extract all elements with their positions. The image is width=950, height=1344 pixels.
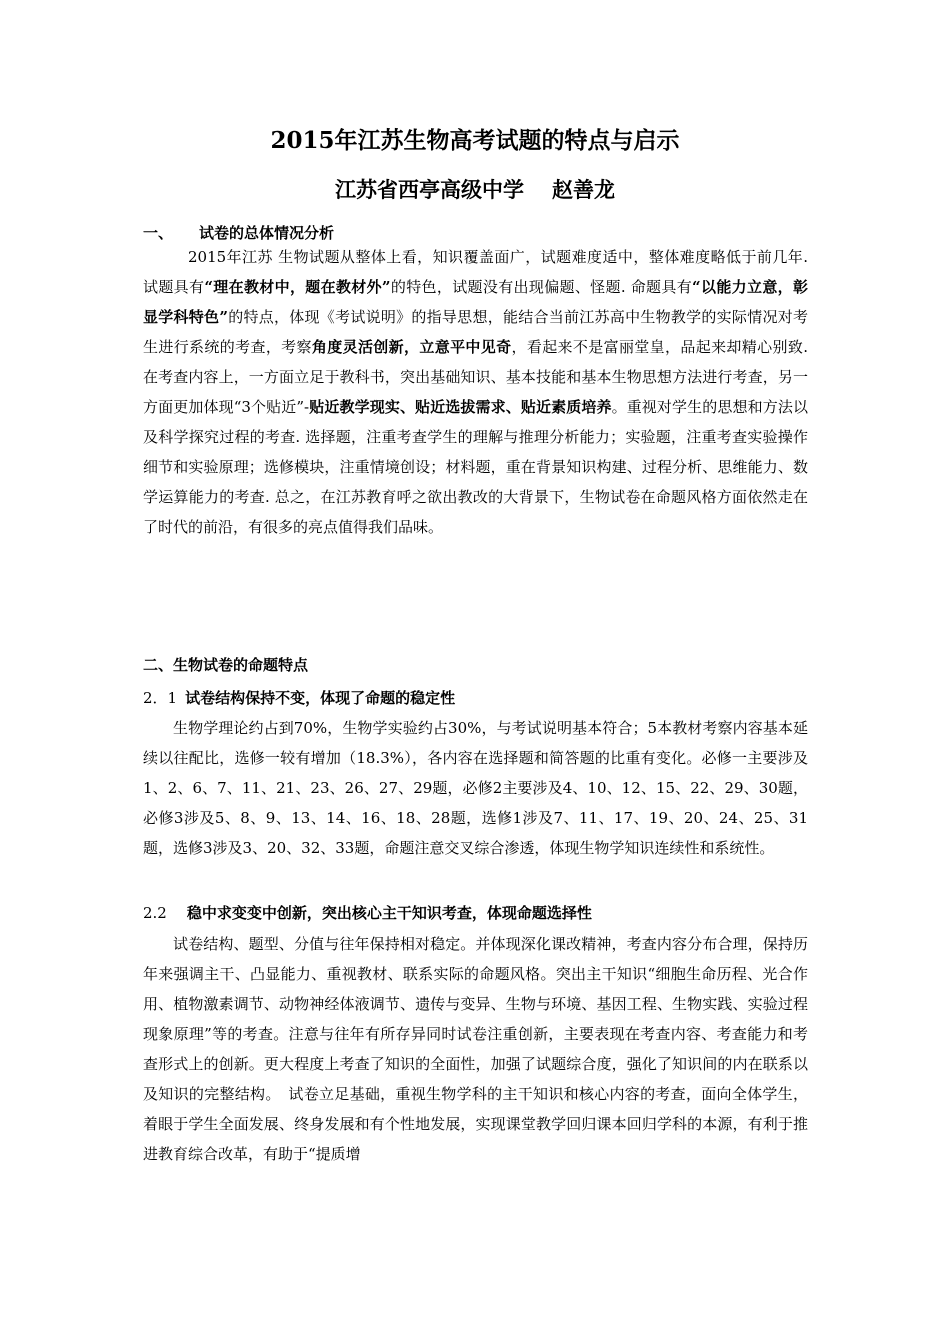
section-1-number: 一、 xyxy=(143,224,174,242)
para-emphasis: “以能力立意，彰显学科特色” xyxy=(143,278,808,326)
subsection-2-1-number: 2．1 xyxy=(143,689,178,707)
subsection-2-2-title: 稳中求变变中创新，突出核心主干知识考查，体现命题选择性 xyxy=(186,904,592,922)
subsection-2-1-title: 试卷结构保持不变，体现了命题的稳定性 xyxy=(185,689,456,707)
section-1-paragraph xyxy=(143,242,808,542)
subsection-2-1-paragraph: 生物学理论约占到70%，生物学实验约占30%，与考试说明基本符合；5本教材考察内容基本延续以往配比，选修一较有增加（18.3%），各内容在选择题和简答题的比重有变化。必修一主要涉及1、2、6、7、11、21、23、26、27、29题，必修2主要涉及4、10、12、15、22、29、30题，必修3涉及5、8、9、13、14、16、18、28题，选修1涉及7、11、17、19、20、24、25、31题，选修3涉及3、20、32、33题，命题注意交叉综合渗透，体现生物学知识连续性和系统性。 xyxy=(143,719,808,857)
section-1-title: 试卷的总体情况分析 xyxy=(199,224,335,242)
para-text: ，看起来不是富丽堂皇，品起来却精心别致. 在考查内容上，一方面立足于教科书，突出基础知识、基本技能和基本生物思想方法进行考查，另一方面更加体现“3个贴近”- xyxy=(143,338,808,416)
author-line xyxy=(0,174,950,204)
subsection-2-2-number: 2.2 xyxy=(143,904,167,922)
para-emphasis: 贴近教学现实、贴近选拔需求、贴近素质培养 xyxy=(309,398,612,416)
subsection-2-2-heading xyxy=(143,902,592,923)
page-title: 2015年江苏生物高考试题的特点与启示 xyxy=(270,127,680,154)
para-text: 。重视对学生的思想和方法以及科学探究过程的考查. 选择题，注重考查学生的理解与推理分析能力；实验题，注重考查实验操作细节和实验原理；选修模块，注重情境创设；材料题，重在背景知识构建、过程分析、思维能力、数学运算能力的考查. 总之，在江苏教育呼之欲出教改的大背景下，生物试卷在命题风格方面依然走在了时代的前沿，有很多的亮点值得我们品味。 xyxy=(143,398,808,536)
section-2-heading: 二、生物试卷的命题特点 xyxy=(143,656,309,674)
section-1-heading xyxy=(143,222,334,243)
para-emphasis: 角度灵活创新，立意平中见奇 xyxy=(311,338,512,356)
author-name: 赵善龙 xyxy=(552,177,615,202)
subsection-2-1-heading xyxy=(143,687,455,708)
subsection-2-2-paragraph: 试卷结构、题型、分值与往年保持相对稳定。并体现深化课改精神，考查内容分布合理，保持历年来强调主干、凸显能力、重视教材、联系实际的命题风格。突出主干知识“细胞生命历程、光合作用、植物激素调节、动物神经体液调节、遗传与变异、生物与环境、基因工程、生物实践、实验过程现象原理”等的考查。注意与往年有所存异同时试卷注重创新，主要表现在考查内容、考查能力和考查形式上的创新。更大程度上考查了知识的全面性，加强了试题综合度，强化了知识间的内在联系以及知识的完整结构。 试卷立足基础，重视生物学科的主干知识和核心内容的考查，面向全体学生，着眼于学生全面发展、终身发展和有个性地发展，实现课堂教学回归课本回归学科的本源，有利于推进教育综合改革，有助于“提质增 xyxy=(143,935,808,1163)
para-text: 的特点，体现《考试说明》的指导思想，能结合当前江苏高中生物教学的实际情况对考生进行系统的考查，考察 xyxy=(143,308,808,356)
para-text: 的特色，试题没有出现偏题、怪题. 命题具有 xyxy=(390,278,693,296)
para-emphasis: “理在教材中，题在教材外” xyxy=(204,278,391,296)
para-text: 2015年江苏 生物试题从整体上看，知识覆盖面广，试题难度适中，整体难度略低于前几年. 试题具有 xyxy=(143,248,808,296)
author-school: 江苏省西亭高级中学 xyxy=(335,177,524,202)
